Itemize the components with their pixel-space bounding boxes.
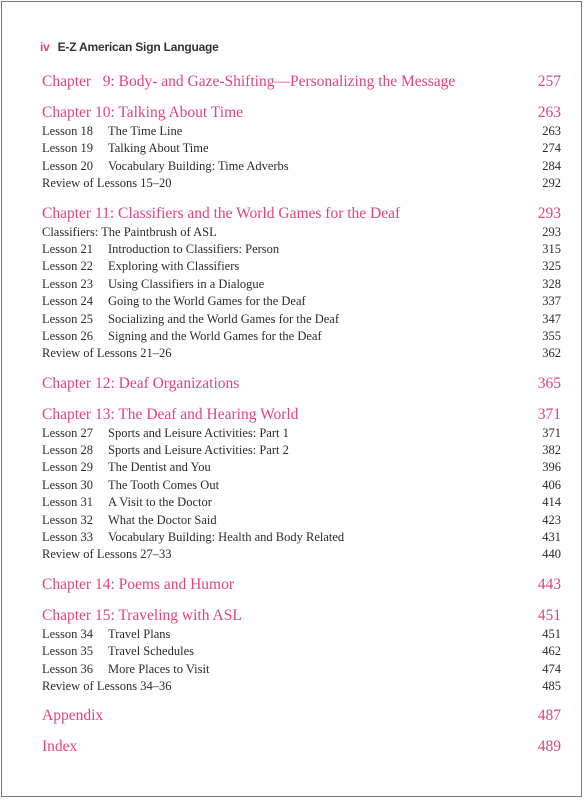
lesson-number: Lesson 33 xyxy=(42,530,94,545)
toc-chapter-link[interactable] xyxy=(42,706,561,726)
lesson-page-number: 414 xyxy=(542,495,561,510)
lesson-title: Review of Lessons 34–36 xyxy=(42,678,172,693)
chapter-page-number: 371 xyxy=(537,405,561,423)
lesson-page-number: 328 xyxy=(542,276,561,291)
lesson-number: Lesson 20 xyxy=(42,158,94,173)
lesson-page-number: 315 xyxy=(542,241,561,256)
toc-lesson-link[interactable] xyxy=(42,258,561,275)
toc-lesson-link[interactable] xyxy=(42,661,561,678)
lesson-title: Going to the World Games for the Deaf xyxy=(108,294,306,309)
toc-lesson-link[interactable] xyxy=(42,293,561,310)
chapter-title: Appendix xyxy=(42,707,104,725)
section-spacer xyxy=(42,726,561,737)
lesson-number: Lesson 36 xyxy=(42,661,94,676)
lesson-title: Review of Lessons 21–26 xyxy=(42,346,172,361)
lesson-title: Vocabulary Building: Health and Body Related xyxy=(108,530,345,545)
lesson-number: Lesson 31 xyxy=(42,495,94,510)
lesson-label xyxy=(42,241,279,258)
chapter-title: Chapter 14: Poems and Humor xyxy=(42,575,235,593)
lesson-label xyxy=(42,546,172,563)
chapter-title: Index xyxy=(42,738,78,756)
chapter-title: Chapter 11: Classifiers and the World Games for the Deaf xyxy=(42,204,401,222)
lesson-number: Lesson 32 xyxy=(42,512,94,527)
lesson-page-number: 462 xyxy=(542,644,561,659)
lesson-label xyxy=(42,494,212,511)
lesson-label xyxy=(42,345,172,362)
toc-lesson-link[interactable] xyxy=(42,328,561,345)
lesson-title: The Time Line xyxy=(108,124,183,138)
lesson-label xyxy=(42,175,172,192)
lesson-page-number: 423 xyxy=(542,512,561,527)
chapter-page-number: 263 xyxy=(537,104,561,121)
lesson-label xyxy=(42,643,194,660)
toc-lesson-link[interactable] xyxy=(42,643,561,660)
lesson-label xyxy=(42,529,344,546)
lesson-number: Lesson 26 xyxy=(42,328,94,343)
toc-lesson-link[interactable] xyxy=(42,626,561,643)
lesson-page-number: 362 xyxy=(542,346,561,361)
toc-lesson-link[interactable] xyxy=(42,678,561,695)
chapter-page-number: 489 xyxy=(537,738,561,756)
lesson-label xyxy=(42,276,264,293)
lesson-label xyxy=(42,678,172,695)
toc-lesson-link[interactable] xyxy=(42,425,561,442)
lesson-page-number: 382 xyxy=(542,443,561,458)
lesson-label xyxy=(42,512,217,529)
lesson-number: Lesson 28 xyxy=(42,443,94,458)
toc-chapter-link[interactable] xyxy=(42,72,561,92)
lesson-title: Introduction to Classifiers: Person xyxy=(108,241,280,256)
lesson-page-number: 293 xyxy=(542,224,561,239)
lesson-page-number: 274 xyxy=(542,141,561,156)
lesson-number: Lesson 29 xyxy=(42,460,94,475)
lesson-title: More Places to Visit xyxy=(108,661,210,676)
lesson-title: Using Classifiers in a Dialogue xyxy=(108,276,265,291)
toc-lesson-link[interactable] xyxy=(42,546,561,563)
lesson-title: Travel Schedules xyxy=(108,644,194,659)
lesson-title: Signing and the World Games for the Deaf xyxy=(108,328,322,343)
lesson-title: The Tooth Comes Out xyxy=(108,477,220,492)
lesson-number: Lesson 25 xyxy=(42,311,94,326)
chapter-page-number: 293 xyxy=(537,204,561,222)
chapter-page-number: 365 xyxy=(537,374,561,392)
lesson-title: Travel Plans xyxy=(108,626,171,641)
toc-lesson-link[interactable] xyxy=(42,224,561,241)
lesson-number: Lesson 27 xyxy=(42,425,94,440)
running-head xyxy=(40,40,219,54)
lesson-label xyxy=(42,224,217,241)
toc-lesson-link[interactable] xyxy=(42,494,561,511)
lesson-label xyxy=(42,158,289,175)
lesson-label xyxy=(42,442,289,459)
chapter-page-number: 443 xyxy=(537,575,561,593)
chapter-title: Chapter 13: The Deaf and Hearing World xyxy=(42,405,299,423)
lesson-page-number: 371 xyxy=(542,425,561,440)
section-spacer xyxy=(42,595,561,606)
lesson-label xyxy=(42,258,239,275)
toc-lesson-link[interactable] xyxy=(42,241,561,258)
toc-chapter-link[interactable] xyxy=(42,405,561,425)
lesson-title: Socializing and the World Games for the Deaf xyxy=(108,311,339,326)
lesson-page-number: 440 xyxy=(542,547,561,562)
lesson-number: Lesson 18 xyxy=(42,124,94,138)
lesson-number: Lesson 24 xyxy=(42,294,94,309)
lesson-label xyxy=(42,293,306,310)
toc-lesson-link[interactable] xyxy=(42,175,561,192)
lesson-number: Lesson 34 xyxy=(42,626,94,641)
lesson-label xyxy=(42,459,211,476)
chapter-title: Chapter 9: Body- and Gaze-Shifting—Personalizing the Message xyxy=(42,73,456,90)
chapter-page-number: 257 xyxy=(537,73,561,90)
section-spacer xyxy=(42,394,561,405)
lesson-title: Review of Lessons 15–20 xyxy=(42,176,172,191)
lesson-label xyxy=(42,140,209,157)
lesson-label xyxy=(42,425,289,442)
chapter-title: Chapter 15: Traveling with ASL xyxy=(42,606,242,624)
lesson-page-number: 451 xyxy=(542,626,561,641)
lesson-title: The Dentist and You xyxy=(108,460,211,475)
toc-lesson-link[interactable] xyxy=(42,158,561,175)
lesson-title: A Visit to the Doctor xyxy=(108,495,212,510)
section-spacer xyxy=(42,193,561,204)
book-title: E-Z American Sign Language xyxy=(57,40,219,54)
lesson-label xyxy=(42,626,170,643)
lesson-label xyxy=(42,661,209,678)
lesson-title: Classifiers: The Paintbrush of ASL xyxy=(42,224,217,239)
lesson-number: Lesson 30 xyxy=(42,477,94,492)
chapter-page-number: 451 xyxy=(537,606,561,624)
lesson-page-number: 347 xyxy=(542,311,561,326)
lesson-title: Vocabulary Building: Time Adverbs xyxy=(108,158,289,173)
lesson-page-number: 325 xyxy=(542,259,561,274)
toc-chapter-link[interactable] xyxy=(42,204,561,224)
page-folio: iv xyxy=(40,40,50,54)
toc-chapter-link[interactable] xyxy=(42,737,561,757)
toc-lesson-link[interactable] xyxy=(42,123,561,140)
lesson-page-number: 474 xyxy=(542,661,561,676)
lesson-number: Lesson 22 xyxy=(42,259,94,274)
lesson-number: Lesson 21 xyxy=(42,241,94,256)
lesson-title: Exploring with Classifiers xyxy=(108,259,240,274)
section-spacer xyxy=(42,695,561,706)
toc-lesson-link[interactable] xyxy=(42,459,561,476)
section-spacer xyxy=(42,564,561,575)
lesson-number: Lesson 23 xyxy=(42,276,94,291)
lesson-label xyxy=(42,477,219,494)
toc-lesson-link[interactable] xyxy=(42,477,561,494)
section-spacer xyxy=(42,92,561,103)
toc-lesson-link[interactable] xyxy=(42,345,561,362)
toc-lesson-link[interactable] xyxy=(42,140,561,157)
table-of-contents xyxy=(42,72,561,757)
toc-lesson-link[interactable] xyxy=(42,529,561,546)
chapter-title: Chapter 10: Talking About Time xyxy=(42,104,244,121)
lesson-number: Lesson 35 xyxy=(42,644,94,659)
toc-lesson-link[interactable] xyxy=(42,442,561,459)
chapter-page-number: 487 xyxy=(537,707,561,725)
lesson-label xyxy=(42,123,182,140)
toc-chapter-link[interactable] xyxy=(42,575,561,595)
lesson-page-number: 406 xyxy=(542,477,561,492)
lesson-label xyxy=(42,311,339,328)
toc-chapter-link[interactable] xyxy=(42,374,561,394)
lesson-page-number: 284 xyxy=(542,158,561,173)
lesson-page-number: 292 xyxy=(542,176,561,191)
lesson-page-number: 355 xyxy=(542,328,561,343)
lesson-number: Lesson 19 xyxy=(42,141,94,156)
toc-lesson-link[interactable] xyxy=(42,276,561,293)
section-spacer xyxy=(42,363,561,374)
lesson-title: Sports and Leisure Activities: Part 2 xyxy=(108,443,289,458)
lesson-title: Review of Lessons 27–33 xyxy=(42,547,172,562)
chapter-title: Chapter 12: Deaf Organizations xyxy=(42,374,240,392)
lesson-title: What the Doctor Said xyxy=(108,512,217,527)
lesson-label xyxy=(42,328,322,345)
lesson-page-number: 263 xyxy=(542,124,561,138)
lesson-page-number: 396 xyxy=(542,460,561,475)
lesson-page-number: 431 xyxy=(542,530,561,545)
toc-chapter-link[interactable] xyxy=(42,103,561,123)
toc-chapter-link[interactable] xyxy=(42,606,561,626)
lesson-page-number: 337 xyxy=(542,294,561,309)
toc-lesson-link[interactable] xyxy=(42,311,561,328)
toc-lesson-link[interactable] xyxy=(42,512,561,529)
lesson-title: Talking About Time xyxy=(108,141,209,156)
lesson-title: Sports and Leisure Activities: Part 1 xyxy=(108,425,289,440)
lesson-page-number: 485 xyxy=(542,678,561,693)
